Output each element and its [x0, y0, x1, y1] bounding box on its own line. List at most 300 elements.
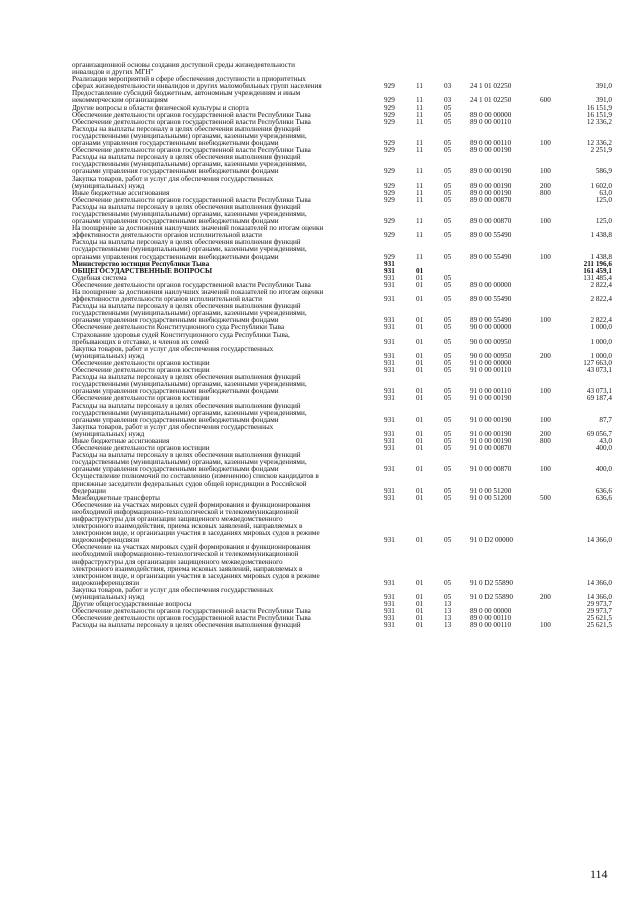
description-line: электронного взаимодействия, приема исковых заявлений, направляемых в	[72, 564, 303, 573]
description-line: инфраструктуры для организации защищенного межведомственного	[72, 557, 283, 566]
description-line: органами управления государственными внебюджетными фондами	[72, 167, 279, 176]
table-row	[72, 154, 612, 175]
row-description	[72, 289, 384, 303]
description-line: Страхование здоровья судей Конституционного суда Республики Тыва,	[72, 330, 290, 339]
amount: 211 196,6	[583, 259, 612, 268]
table-row	[72, 239, 612, 260]
ministry-code: 931	[384, 280, 395, 289]
target-article-code: 91 0 00 00870	[470, 444, 512, 453]
amount: 1 438,8	[590, 231, 612, 240]
description-line: Федерации	[72, 486, 106, 495]
table-row	[72, 204, 612, 225]
description-line: Межбюджетные трансферты	[72, 493, 160, 502]
table-row	[72, 332, 612, 346]
target-article-code: 89 0 00 00110	[470, 139, 512, 148]
amount: 25 621,5	[586, 621, 612, 630]
amount: 2 251,9	[590, 146, 612, 155]
description-line: государственными (муниципальными) органами, казенными учреждениями,	[72, 245, 307, 254]
table-row	[72, 268, 612, 275]
section-code: 01	[416, 387, 424, 396]
ministry-code: 929	[384, 231, 395, 240]
amount: 400,0	[595, 465, 612, 474]
row-description	[72, 452, 384, 473]
section-code: 01	[416, 358, 424, 367]
amount: 2 822,4	[590, 295, 612, 304]
target-article-code: 91 0 D2 55890	[470, 578, 513, 587]
row-description	[72, 239, 384, 260]
subsection-code: 05	[444, 146, 452, 155]
section-code: 01	[416, 273, 424, 282]
subsection-code: 05	[444, 429, 452, 438]
subsection-code: 05	[444, 167, 452, 176]
description-line: Реализация мероприятий в сфере обеспечения доступности в приоритетных	[72, 75, 306, 84]
description-line: электронном виде, и организации участия в заседаниях мировых судов в режиме	[72, 571, 320, 580]
description-line: Расходы на выплаты персоналу в целях обеспечения выполнения функций	[72, 238, 301, 247]
section-code: 11	[416, 146, 423, 155]
section-code: 11	[416, 82, 423, 91]
subsection-code: 05	[444, 444, 452, 453]
section-code: 11	[416, 181, 423, 190]
description-line: Обеспечение деятельности органов юстиции	[72, 358, 210, 367]
table-row	[72, 502, 612, 545]
row-description	[72, 473, 384, 494]
description-line: Обеспечение деятельности органов государственной власти Республики Тыва	[72, 195, 311, 204]
expense-type-code: 100	[540, 252, 551, 261]
amount: 127 663,0	[583, 358, 612, 367]
description-line: Обеспечение деятельности органов юстиции	[72, 394, 210, 403]
amount: 63,0	[599, 188, 612, 197]
description-line: государственными (муниципальными) органами, казенными учреждениями,	[72, 209, 307, 218]
row-description	[72, 587, 384, 601]
amount: 87,7	[599, 415, 612, 424]
target-article-code: 91 0 00 00190	[470, 429, 512, 438]
description-line: государственными (муниципальными) органами, казенными учреждениями,	[72, 309, 307, 318]
subsection-code: 05	[444, 337, 452, 346]
description-line: Обеспечение деятельности органов государственной власти Республики Тыва	[72, 110, 311, 119]
amount: 69 187,4	[586, 394, 612, 403]
expense-type-code: 200	[540, 429, 551, 438]
expense-type-code: 600	[540, 96, 551, 105]
description-line: эффективности деятельности органов исполнительной власти	[72, 295, 262, 304]
section-code: 01	[416, 351, 424, 360]
subsection-code: 03	[444, 96, 452, 105]
section-code: 01	[416, 536, 424, 545]
subsection-code: 05	[444, 536, 452, 545]
description-line: ОБЩЕГОСУДАРСТВЕННЫЕ ВОПРОСЫ	[72, 266, 213, 275]
subsection-code: 05	[444, 280, 452, 289]
description-line: Закупка товаров, работ и услуг для обеспечения государственных	[72, 422, 274, 431]
section-code: 01	[416, 323, 424, 332]
description-line: необходимой информационно-технологической и телекоммуникационной	[72, 550, 299, 559]
section-code: 01	[416, 429, 424, 438]
table-row	[72, 176, 612, 190]
subsection-code: 05	[444, 117, 452, 126]
section-code: 01	[416, 415, 424, 424]
section-code: 01	[416, 394, 424, 403]
ministry-code: 931	[384, 351, 395, 360]
table-row	[72, 544, 612, 587]
row-description	[72, 544, 384, 587]
subsection-code: 05	[444, 188, 452, 197]
description-line: На поощрение за достижения наилучших значений показателей по итогам оценки	[72, 288, 324, 296]
expense-type-code: 800	[540, 188, 551, 197]
target-article-code: 89 0 00 00190	[470, 146, 512, 155]
description-line: органами управления государственными внебюджетными фондами	[72, 217, 279, 226]
amount: 391,0	[595, 96, 612, 105]
target-article-code: 91 0 00 00190	[470, 415, 512, 424]
row-description	[72, 424, 384, 438]
description-line: Обеспечение деятельности органов государственной власти Республики Тыва	[72, 607, 311, 616]
table-row	[72, 452, 612, 473]
description-line: необходимой информационно-технологической и телекоммуникационной	[72, 507, 299, 516]
description-line: государственными (муниципальными) органами, казенными учреждениями,	[72, 408, 307, 417]
section-code: 01	[416, 486, 424, 495]
section-code: 01	[416, 366, 424, 375]
section-code: 11	[416, 96, 423, 105]
subsection-code: 13	[444, 621, 452, 630]
ministry-code: 931	[384, 493, 395, 502]
subsection-code: 05	[444, 578, 452, 587]
ministry-code: 931	[384, 429, 395, 438]
ministry-code: 931	[384, 600, 395, 609]
section-code: 11	[416, 217, 423, 226]
table-row	[72, 90, 612, 104]
section-code: 01	[416, 266, 424, 275]
amount: 29 973,7	[586, 600, 612, 609]
table-row	[72, 126, 612, 147]
ministry-code: 929	[384, 181, 395, 190]
ministry-code: 931	[384, 323, 395, 332]
section-code: 01	[416, 436, 424, 445]
subsection-code: 05	[444, 217, 452, 226]
expense-type-code: 100	[540, 415, 551, 424]
subsection-code: 03	[444, 82, 452, 91]
ministry-code: 931	[384, 436, 395, 445]
description-line: органами управления государственными внебюджетными фондами	[72, 252, 279, 261]
subsection-code: 05	[444, 323, 452, 332]
table-row	[72, 622, 612, 629]
description-line: На поощрение за достижения наилучших значений показателей по итогам оценки	[72, 224, 324, 233]
row-description	[72, 90, 384, 104]
section-code: 01	[416, 444, 424, 453]
ministry-code: 931	[384, 621, 395, 630]
subsection-code: 05	[444, 593, 452, 602]
target-article-code: 89 0 00 00870	[470, 195, 512, 204]
section-code: 01	[416, 337, 424, 346]
section-code: 01	[416, 316, 424, 325]
row-description	[72, 62, 384, 76]
section-code: 11	[416, 167, 423, 176]
table-row	[72, 403, 612, 424]
ministry-code: 931	[384, 444, 395, 453]
amount: 43,0	[599, 436, 612, 445]
description-line: органами управления государственными внебюджетными фондами	[72, 316, 279, 325]
ministry-code: 929	[384, 139, 395, 148]
ministry-code: 929	[384, 82, 395, 91]
amount: 43 073,1	[586, 366, 612, 375]
amount: 12 336,2	[586, 117, 612, 126]
ministry-code: 931	[384, 614, 395, 623]
subsection-code: 05	[444, 295, 452, 304]
ministry-code: 931	[384, 394, 395, 403]
ministry-code: 929	[384, 117, 395, 126]
expense-type-code: 800	[540, 436, 551, 445]
amount: 14 366,0	[586, 578, 612, 587]
description-line: государственными (муниципальными) органами, казенными учреждениями,	[72, 458, 307, 467]
subsection-code: 05	[444, 110, 452, 119]
row-description	[72, 374, 384, 395]
ministry-code: 929	[384, 103, 395, 112]
ministry-code: 929	[384, 188, 395, 197]
description-line: Обеспечение деятельности органов юстиции	[72, 444, 210, 453]
amount: 2 822,4	[590, 316, 612, 325]
table-row	[72, 225, 612, 239]
row-description	[72, 622, 384, 629]
description-line: Предоставление субсидий бюджетным, автономным учреждениям и иным	[72, 89, 301, 98]
target-article-code: 89 0 00 00190	[470, 188, 512, 197]
ministry-code: 931	[384, 366, 395, 375]
section-code: 01	[416, 621, 424, 630]
description-line: Обеспечение деятельности органов юстиции	[72, 366, 210, 375]
target-article-code: 91 0 00 51200	[470, 493, 512, 502]
amount: 69 056,7	[586, 429, 612, 438]
description-line: (муниципальных) нужд	[72, 181, 145, 190]
ministry-code: 931	[384, 266, 395, 275]
target-article-code: 89 0 00 00000	[470, 280, 512, 289]
subsection-code: 13	[444, 607, 452, 616]
row-description	[72, 154, 384, 175]
description-line: пребывающих в отставке, и членов их семей	[72, 337, 209, 346]
section-code: 01	[416, 465, 424, 474]
description-line: органами управления государственными внебюджетными фондами	[72, 465, 279, 474]
subsection-code: 05	[444, 436, 452, 445]
budget-table	[72, 62, 612, 630]
ministry-code: 931	[384, 358, 395, 367]
amount: 636,6	[595, 493, 612, 502]
description-line: Обеспечение на участках мировых судей формирования и функционирования	[72, 500, 311, 509]
description-line: видеоконференцсвязи	[72, 578, 140, 587]
amount: 16 151,9	[586, 110, 612, 119]
row-description	[72, 126, 384, 147]
amount: 43 073,1	[586, 387, 612, 396]
description-line: Расходы на выплаты персоналу в целях обеспечения выполнения функций	[72, 124, 301, 133]
subsection-code: 05	[444, 252, 452, 261]
section-code: 01	[416, 295, 424, 304]
description-line: Обеспечение деятельности органов государственной власти Республики Тыва	[72, 146, 311, 155]
target-article-code: 89 0 00 00110	[470, 117, 512, 126]
amount: 131 485,4	[583, 273, 612, 282]
description-line: (муниципальных) нужд	[72, 351, 145, 360]
subsection-code: 05	[444, 486, 452, 495]
subsection-code: 05	[444, 366, 452, 375]
target-article-code: 90 0 00 00000	[470, 323, 512, 332]
amount: 1 000,0	[590, 351, 612, 360]
subsection-code: 13	[444, 614, 452, 623]
description-line: Расходы на выплаты персоналу в целях обеспечения выполнения функций	[72, 302, 301, 311]
section-code: 01	[416, 600, 424, 609]
subsection-code: 13	[444, 600, 452, 609]
section-code: 11	[416, 139, 423, 148]
row-description	[72, 225, 384, 239]
subsection-code: 05	[444, 493, 452, 502]
ministry-code: 931	[384, 259, 395, 268]
row-description	[72, 176, 384, 190]
amount: 29 973,7	[586, 607, 612, 616]
amount: 161 459,1	[583, 266, 612, 275]
target-article-code: 89 0 00 00190	[470, 181, 512, 190]
section-code: 01	[416, 280, 424, 289]
amount: 125,0	[595, 195, 612, 204]
description-line: (муниципальных) нужд	[72, 429, 145, 438]
description-line: государственными (муниципальными) органами, казенными учреждениями,	[72, 131, 307, 140]
ministry-code: 929	[384, 217, 395, 226]
row-description	[72, 403, 384, 424]
subsection-code: 05	[444, 351, 452, 360]
ministry-code: 931	[384, 415, 395, 424]
subsection-code: 05	[444, 316, 452, 325]
description-line: Обеспечение деятельности органов государственной власти Республики Тыва	[72, 614, 311, 623]
section-code: 11	[416, 188, 423, 197]
target-article-code: 91 0 00 00190	[470, 436, 512, 445]
subsection-code: 05	[444, 231, 452, 240]
target-article-code: 91 0 00 00000	[470, 358, 512, 367]
description-line: электронном виде, и организации участия в заседаниях мировых судов в режиме	[72, 529, 320, 538]
expense-type-code: 100	[540, 217, 551, 226]
ministry-code: 931	[384, 273, 395, 282]
amount: 400,0	[595, 444, 612, 453]
target-article-code: 89 0 00 55490	[470, 295, 512, 304]
description-line: органами управления государственными внебюджетными фондами	[72, 415, 279, 424]
row-description	[72, 76, 384, 90]
table-row	[72, 62, 612, 76]
table-row	[72, 473, 612, 494]
expense-type-code: 100	[540, 139, 551, 148]
description-line: Расходы на выплаты персоналу в целях обеспечения выполнения функций	[72, 621, 301, 630]
description-line: Закупка товаров, работ и услуг для обеспечения государственных	[72, 585, 274, 594]
description-line: сферах жизнедеятельности инвалидов и других маломобильных групп населения	[72, 82, 322, 91]
description-line: государственными (муниципальными) органами, казенными учреждениями,	[72, 380, 307, 389]
ministry-code: 931	[384, 593, 395, 602]
description-line: организационной основы создания доступной среды жизнедеятельности	[72, 61, 295, 69]
target-article-code: 91 0 00 00110	[470, 366, 512, 375]
table-row	[72, 587, 612, 601]
ministry-code: 931	[384, 486, 395, 495]
section-code: 11	[416, 195, 423, 204]
amount: 636,6	[595, 486, 612, 495]
target-article-code: 91 0 D2 55890	[470, 593, 513, 602]
subsection-code: 05	[444, 387, 452, 396]
ministry-code: 931	[384, 316, 395, 325]
subsection-code: 05	[444, 139, 452, 148]
target-article-code: 89 0 00 00000	[470, 607, 512, 616]
subsection-code: 05	[444, 103, 452, 112]
description-line: органами управления государственными внебюджетными фондами	[72, 387, 279, 396]
subsection-code: 05	[444, 181, 452, 190]
row-description	[72, 332, 384, 346]
amount: 14 366,0	[586, 593, 612, 602]
description-line: Расходы на выплаты персоналу в целях обеспечения выполнения функций	[72, 153, 301, 162]
target-article-code: 91 0 00 00110	[470, 387, 512, 396]
description-line: Иные бюджетные ассигнования	[72, 436, 170, 445]
row-description	[72, 346, 384, 360]
amount: 1 602,0	[590, 181, 612, 190]
section-code: 11	[416, 252, 423, 261]
amount: 391,0	[595, 82, 612, 91]
section-code: 01	[416, 578, 424, 587]
expense-type-code: 100	[540, 387, 551, 396]
target-article-code: 24 1 01 02250	[470, 82, 512, 91]
description-line: Расходы на выплаты персоналу в целях обеспечения выполнения функций	[72, 401, 301, 410]
target-article-code: 24 1 01 02250	[470, 96, 512, 105]
section-code: 01	[416, 493, 424, 502]
subsection-code: 05	[444, 465, 452, 474]
ministry-code: 931	[384, 578, 395, 587]
target-article-code: 91 0 00 51200	[470, 486, 512, 495]
amount: 16 151,9	[586, 103, 612, 112]
description-line: Расходы на выплаты персоналу в целях обеспечения выполнения функций	[72, 373, 301, 382]
description-line: органами управления государственными внебюджетными фондами	[72, 139, 279, 148]
section-code: 11	[416, 117, 423, 126]
section-code: 01	[416, 607, 424, 616]
description-line: электронного взаимодействия, приема исковых заявлений, направляемых в	[72, 522, 303, 531]
amount: 125,0	[595, 217, 612, 226]
description-line: инфраструктуры для организации защищенного межведомственного	[72, 515, 283, 523]
table-row	[72, 289, 612, 303]
description-line: Министерство юстиции Республики Тыва	[72, 259, 210, 268]
section-code: 11	[416, 103, 423, 112]
table-row	[72, 76, 612, 90]
ministry-code: 931	[384, 337, 395, 346]
ministry-code: 931	[384, 295, 395, 304]
ministry-code: 931	[384, 536, 395, 545]
amount: 1 000,0	[590, 337, 612, 346]
subsection-code: 05	[444, 394, 452, 403]
ministry-code: 929	[384, 252, 395, 261]
description-line: Осуществление полномочий по составлению (изменению) списков кандидатов в	[72, 472, 319, 481]
description-line: (муниципальных) нужд	[72, 593, 145, 602]
section-code: 01	[416, 614, 424, 623]
description-line: Обеспечение на участках мировых судей формирования и функционирования	[72, 543, 311, 552]
expense-type-code: 200	[540, 593, 551, 602]
target-article-code: 89 0 00 55490	[470, 316, 512, 325]
target-article-code: 89 0 00 55490	[470, 231, 512, 240]
subsection-code: 05	[444, 358, 452, 367]
description-line: Иные бюджетные ассигнования	[72, 188, 170, 197]
description-line: эффективности деятельности органов исполнительной власти	[72, 231, 262, 240]
amount: 586,9	[595, 167, 612, 176]
expense-type-code: 200	[540, 351, 551, 360]
description-line: Другие вопросы в области физической культуры и спорта	[72, 103, 249, 112]
target-article-code: 89 0 00 00110	[470, 614, 512, 623]
subsection-code: 05	[444, 273, 452, 282]
expense-type-code: 100	[540, 621, 551, 630]
amount: 12 336,2	[586, 139, 612, 148]
expense-type-code: 500	[540, 493, 551, 502]
description-line: государственными (муниципальными) органами, казенными учреждениями,	[72, 160, 307, 169]
ministry-code: 929	[384, 167, 395, 176]
description-line: Обеспечение деятельности органов государственной власти Республики Тыва	[72, 117, 311, 126]
target-article-code: 89 0 00 00110	[470, 621, 512, 630]
ministry-code: 929	[384, 146, 395, 155]
amount: 25 621,5	[586, 614, 612, 623]
description-line: Обеспечение деятельности органов государственной власти Республики Тыва	[72, 280, 311, 289]
table-row	[72, 374, 612, 395]
subsection-code: 05	[444, 195, 452, 204]
target-article-code: 89 0 00 00190	[470, 167, 512, 176]
description-line: Расходы на выплаты персоналу в целях обеспечения выполнения функций	[72, 202, 301, 211]
description-line: Другие общегосударственные вопросы	[72, 600, 192, 609]
description-line: Судебная система	[72, 273, 127, 282]
